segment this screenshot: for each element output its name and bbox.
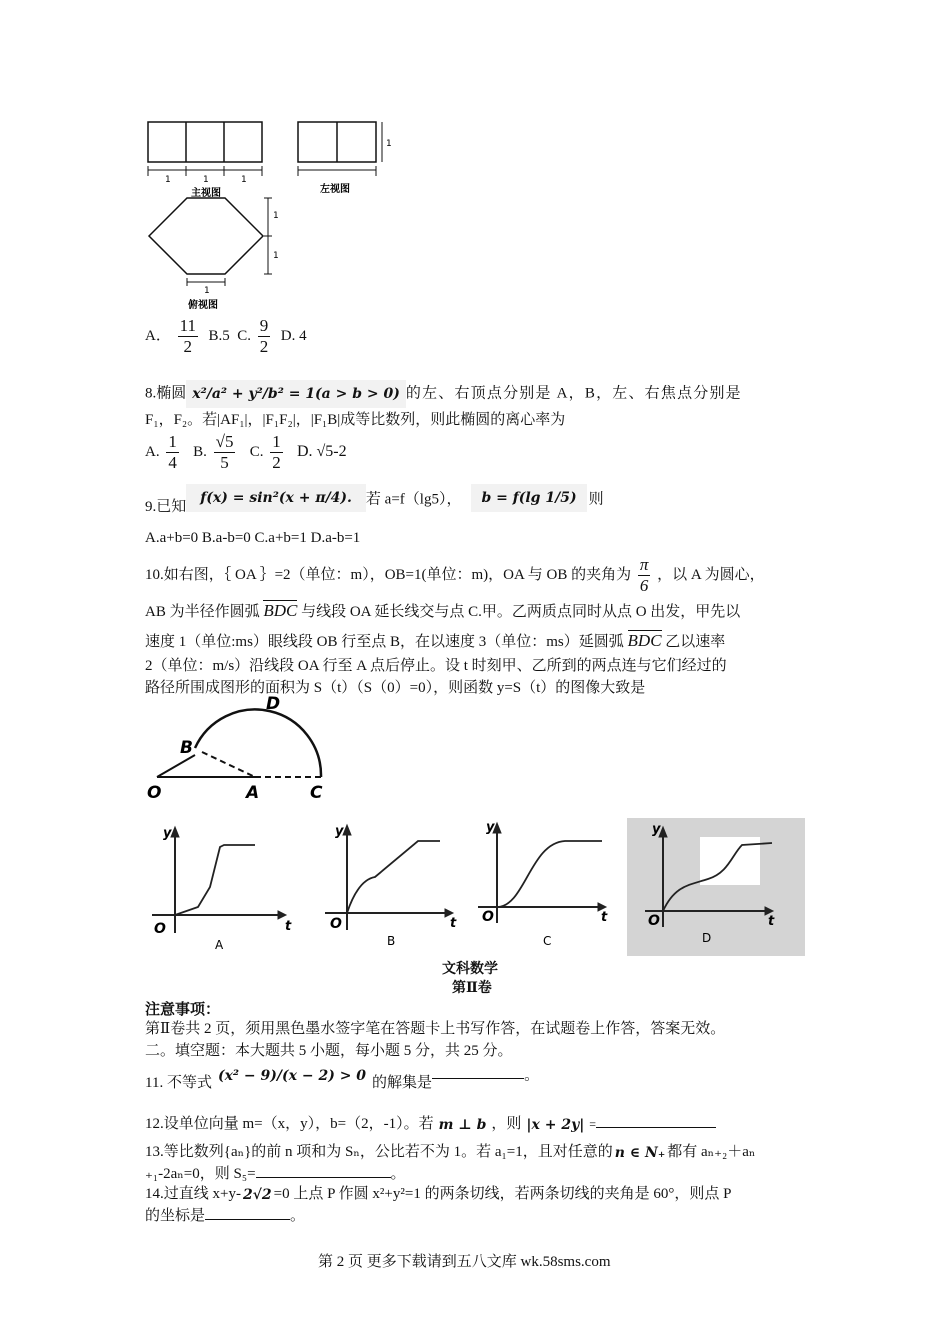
q9-formula-f: f(x) = sin²(x + π/4). — [186, 484, 366, 512]
graph-c-label: C — [543, 934, 552, 948]
q11-answer-blank[interactable] — [432, 1065, 524, 1079]
point-label-d: D — [266, 695, 281, 714]
graph-b-t: t — [450, 916, 457, 931]
q9-options: A.a+b=0 B.a-b=0 C.a+b=1 D.a-b=1 — [145, 530, 361, 546]
side-view-label: 左视图 — [320, 184, 350, 195]
q7-option-c: C. — [237, 327, 251, 344]
graph-a-label: A — [215, 938, 224, 952]
q13-line2: ₊₁-2aₙ=0，则 S₅= 。 — [145, 1166, 406, 1182]
dim-label: 1 — [203, 175, 209, 185]
notes-body: 第Ⅱ卷共 2 页，须用黑色墨水签字笔在答题卡上书写作答，在试题卷上作答，答案无效。 — [145, 1021, 726, 1037]
point-label-b: B — [180, 738, 193, 758]
q14-line1: 14.过直线 x+y- 2√2 =0 上点 P 作圆 x²+y²=1 的两条切线，若两条切线的夹角是 60°，则点 P — [145, 1186, 732, 1203]
arc-bdc-symbol: BDC — [263, 601, 298, 620]
q7-option-c-fraction: $\frac{9}{2}$ — [259, 316, 269, 356]
q8-line2: F₁，F₂。若|AF₁|，|F₁F₂|，|F₁B|成等比数列，则此椭圆的离心率为 — [145, 412, 566, 428]
q7-option-d: D. 4 — [280, 327, 307, 344]
q10-line5: 路径所围成图形的面积为 S（t）（S（0）=0），则函数 y=S（t）的图像大致是 — [145, 680, 646, 696]
q8-ellipse-formula: x²/a² + y²/b² = 1(a > b > 0) — [186, 380, 406, 408]
q8-options: A. $\frac{1}{4}$ B. $\frac{√5}{5}$ C. $\frac{1}{2}$ D. √5-2 — [145, 432, 347, 472]
q8-line1: 8.椭圆 x²/a² + y²/b² = 1(a > b > 0) 的左、右顶点分别是 A，B，左、右焦点分别是 — [145, 380, 742, 408]
q9-line: 9.已知f(x) = sin²(x + π/4). 若 a=f（lg5）， b = f(lg 1/5) 则 — [145, 484, 604, 516]
q8-option-a-fraction: $\frac{1}{4}$ — [168, 432, 177, 472]
graph-a-y: y — [163, 826, 172, 841]
graph-c-o: O — [482, 909, 494, 925]
graph-c — [478, 823, 606, 923]
q9-formula-b: b = f(lg 1/5) — [471, 484, 586, 512]
graph-a-o: O — [154, 921, 166, 937]
graph-a-t: t — [285, 919, 292, 934]
q12-abs-formula: |x + 2y| — [521, 1115, 589, 1135]
arc-bdc — [195, 709, 321, 777]
section-title: 文科数学 — [442, 962, 498, 977]
graph-c-t: t — [601, 910, 608, 925]
fill-in-heading: 二。填空题：本大题共 5 小题，每小题 5 分，共 25 分。 — [145, 1043, 513, 1059]
graph-b-label: B — [387, 934, 396, 948]
segment-ob — [157, 755, 195, 777]
q7-options — [145, 316, 307, 357]
graph-d-y: y — [652, 822, 661, 837]
point-label-o: O — [147, 783, 162, 803]
q8-option-d: D. √5-2 — [296, 442, 347, 460]
q7-option-a-fraction: $\frac{11}{2}$ — [179, 316, 196, 356]
dim-label: 1 — [273, 211, 279, 221]
q12-answer-blank[interactable] — [596, 1114, 716, 1128]
q7-option-b: B.5 — [208, 327, 230, 344]
q13-formula: n ∈ N₊ — [614, 1144, 666, 1161]
dim-label: 1 — [241, 175, 247, 185]
dim-label: 1 — [273, 251, 279, 261]
graph-c-y: y — [486, 820, 495, 835]
three-view-figure — [135, 110, 425, 315]
dim-label: 1 — [386, 139, 392, 149]
q14-answer-blank[interactable] — [205, 1206, 290, 1220]
top-view — [149, 198, 272, 286]
section-subtitle: 第Ⅱ卷 — [452, 981, 492, 996]
arc-bdc-symbol: BDC — [627, 631, 662, 650]
notes-heading: 注意事项： — [145, 1002, 221, 1018]
front-view-label: 主视图 — [191, 188, 221, 199]
q10-answer-graphs — [140, 815, 810, 960]
graph-d-t: t — [768, 914, 775, 929]
page-footer: 第 2 页 更多下载请到五八文库 wk.58sms.com — [318, 1254, 611, 1270]
side-view — [298, 122, 382, 176]
q11-inequality: (x² − 9)/(x − 2) > 0 — [212, 1060, 372, 1092]
point-label-a: A — [246, 783, 260, 803]
q10-geometry-figure — [140, 695, 340, 805]
q13-line1: 13.等比数列{aₙ}的前 n 项和为 Sₙ，公比若不为 1。若 a₁=1，且对任意的 n ∈ N₊ 都有 aₙ₊₂＋aₙ — [145, 1144, 756, 1161]
q10-line2: AB 为半径作圆弧 BDC 与线段 OA 延长线交与点 C.甲。乙两质点同时从点 O 出发，甲先以 — [145, 601, 741, 620]
q11-line: 11. 不等式 (x² − 9)/(x − 2) > 0 的解集是 。 — [145, 1060, 539, 1092]
q14-formula: 2√2 — [242, 1186, 272, 1203]
q8-option-b-fraction: $\frac{√5}{5}$ — [215, 432, 234, 472]
q10-line4: 2（单位：m/s）沿线段 OA 行至 A 点后停止。设 t 时刻甲、乙所到的两点连与它们经过的 — [145, 658, 727, 674]
graph-d-o: O — [648, 913, 660, 929]
graph-a — [152, 827, 286, 933]
top-view-label: 俯视图 — [188, 300, 218, 311]
segment-ab-dashed — [202, 752, 255, 777]
graph-d-label: D — [702, 931, 712, 945]
q14-line2: 的坐标是 。 — [145, 1208, 306, 1224]
q10-angle-fraction: $\frac{\pi}{6}$ — [639, 555, 649, 595]
q10-line1: 10.如右图，｛ OA ｝=2（单位：m），OB=1(单位：m)，OA 与 OB 的夹角为 $\frac{\pi}{6}$ ，以 A 为圆心， — [145, 555, 765, 595]
q12-line: 12.设单位向量 m=（x，y），b=（2，-1）。若 m ⊥ b ，则 |x + 2y| = — [145, 1112, 716, 1135]
point-label-c: C — [310, 783, 323, 803]
dim-label: 1 — [204, 286, 210, 296]
graph-b — [325, 825, 453, 930]
graph-b-o: O — [330, 916, 342, 932]
q13-answer-blank[interactable] — [256, 1164, 391, 1178]
graph-b-y: y — [335, 824, 344, 839]
q10-line3: 速度 1（单位:ms）眼线段 OB 行至点 B，在以速度 3（单位：ms）延圆弧 BDC 乙以速率 — [145, 631, 726, 650]
q12-perp-formula: m ⊥ b — [434, 1115, 492, 1135]
dim-label: 1 — [165, 175, 171, 185]
q7-option-a: A． — [145, 327, 171, 344]
front-view — [148, 122, 262, 176]
q8-option-c-fraction: $\frac{1}{2}$ — [272, 432, 281, 472]
